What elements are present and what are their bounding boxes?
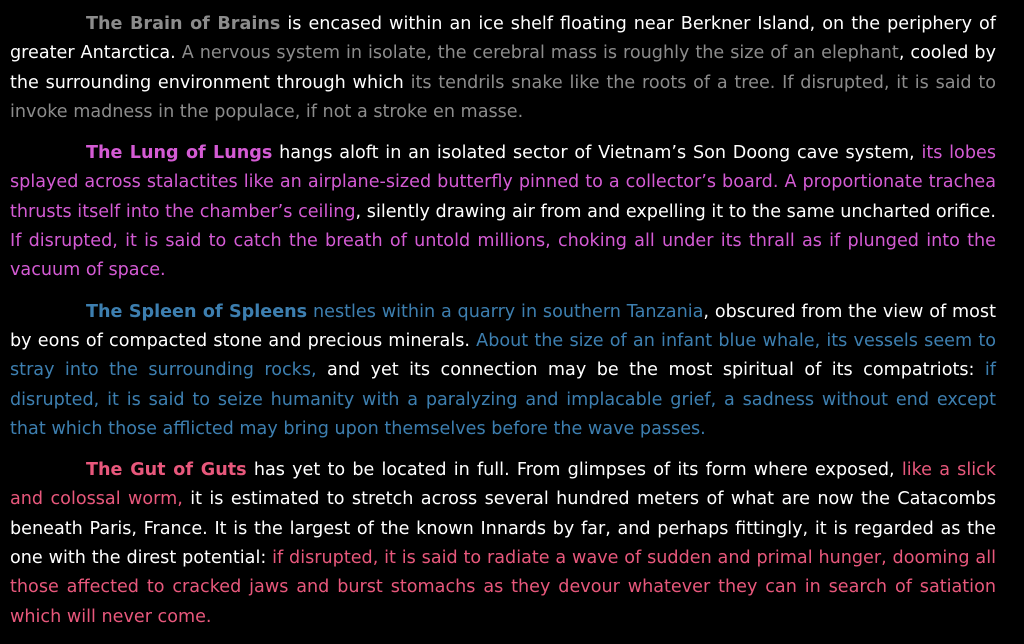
paragraph-gut xyxy=(10,456,996,632)
brain-title: The Brain of Brains xyxy=(86,14,281,34)
lung-text-4: If disrupted, it is said to catch the breath of untold millions, choking all under its thrall as if plunged into the vacuum of space. xyxy=(10,231,996,281)
gut-text-1: has yet to be located in full. From glimpses of its form where exposed, xyxy=(246,460,902,481)
gut-title: The Gut of Guts xyxy=(86,460,247,481)
gut-text-3: it is estimated to stretch across several hundred meters of what are now the Catacombs beneath Paris, France. It is the largest of the known Innards by far, and perhaps fittingly, it is regarded as the one with the direst potential: xyxy=(10,489,996,569)
spleen-text-1: nestles within a quarry in southern Tanzania xyxy=(307,301,704,322)
paragraph-lung xyxy=(10,139,996,285)
spleen-text-2: , obscured from the view of most by eons of compacted stone and precious minerals. xyxy=(10,301,996,351)
lung-title: The Lung of Lungs xyxy=(86,143,273,164)
gut-text-4: if disrupted, it is said to radiate a wave of sudden and primal hunger, dooming all those affected to cracked jaws and burst stomachs as they devour whatever they can in search of satiation which will never come. xyxy=(10,548,996,627)
spleen-text-3: About the size of an infant blue whale, its vessels seem to stray into the surrounding rocks, xyxy=(10,330,996,381)
spleen-text-5: if disrupted, it is said to seize humanity with a paralyzing and implacable grief, a sadness without end except that which those afflicted may bring upon themselves before the wave passes. xyxy=(10,360,996,439)
brain-text-3: , cooled by the surrounding environment through which xyxy=(10,43,996,93)
gut-text-2: like a slick and colossal worm, xyxy=(10,460,996,510)
brain-text-2: A nervous system in isolate, the cerebral mass is roughly the size of an elephant xyxy=(181,43,899,64)
lung-text-1: hangs aloft in an isolated sector of Vietnam’s Son Doong cave system, xyxy=(272,143,922,164)
lung-text-2: its lobes splayed across stalactites like an airplane-sized butterfly pinned to a collector’s board. A proportionate trachea thrusts itself into the chamber’s ceiling xyxy=(10,143,996,222)
paragraph-brain xyxy=(10,10,996,127)
document-page xyxy=(10,10,996,644)
brain-text-4: its tendrils snake like the roots of a tree. If disrupted, it is said to invoke madness in the populace, if not a stroke en masse. xyxy=(10,72,997,122)
spleen-text-4: and yet its connection may be the most spiritual of its compatriots: xyxy=(316,360,985,381)
spleen-title: The Spleen of Spleens xyxy=(86,301,308,322)
lung-text-3: , silently drawing air from and expelling it to the same uncharted orifice. xyxy=(355,201,996,222)
paragraph-spleen xyxy=(10,298,996,444)
brain-text-1: is encased within an ice shelf floating near Berkner Island, on the periphery of greater Antarctica. xyxy=(10,14,996,64)
